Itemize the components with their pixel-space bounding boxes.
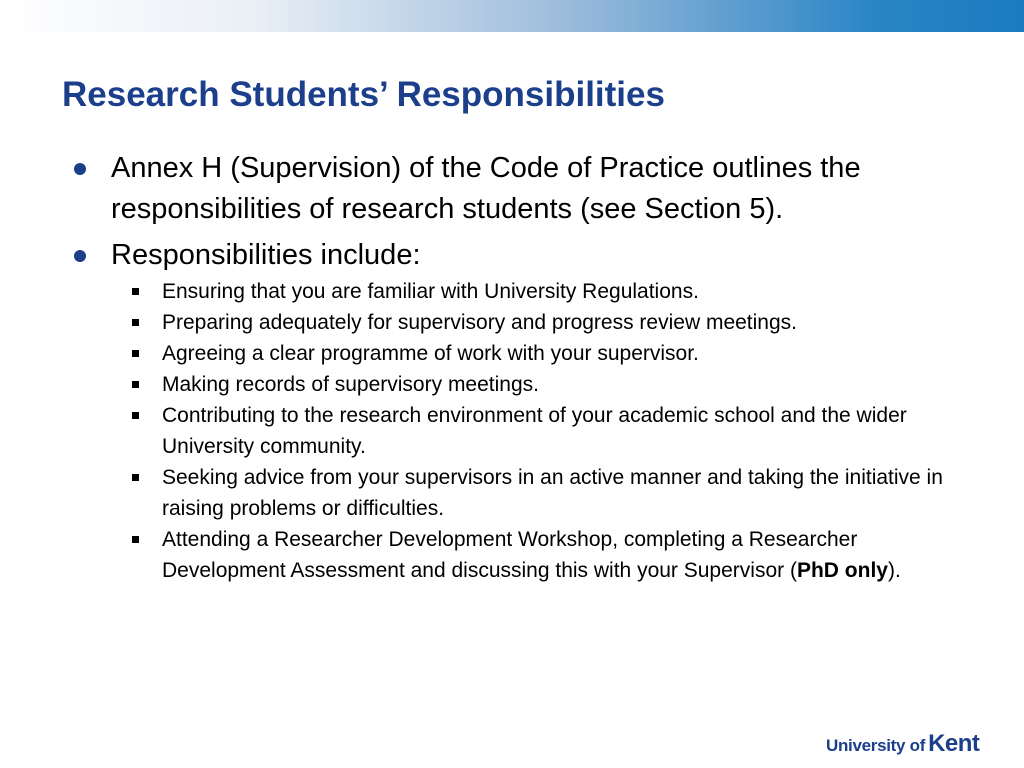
logo-name: Kent: [928, 730, 980, 757]
slide-title: Research Students’ Responsibilities: [62, 75, 665, 114]
bullet-item: [70, 148, 950, 230]
sub-bullet-text: Agreeing a clear programme of work with your supervisor.: [162, 342, 699, 365]
sub-bullet-list: [111, 276, 950, 586]
square-bullet-icon: [132, 474, 139, 481]
bullet-item: [70, 235, 950, 586]
square-bullet-icon: [132, 536, 139, 543]
square-bullet-icon: [132, 350, 139, 357]
square-bullet-icon: [132, 319, 139, 326]
university-of-kent-logo: [826, 730, 979, 758]
sub-bullet-text: [162, 528, 901, 582]
bullet-dot-icon: [74, 163, 86, 175]
bullet-dot-icon: [74, 250, 86, 262]
bullet-text: Responsibilities include:: [111, 239, 421, 271]
phd-only-emphasis: PhD only: [796, 559, 888, 582]
sub-bullet-text: Seeking advice from your supervisors in an active manner and taking the initiative in raising problems or difficulties.: [162, 466, 943, 520]
bullet-text: Annex H (Supervision) of the Code of Practice outlines the responsibilities of research students (see Section 5).: [111, 152, 861, 225]
square-bullet-icon: [132, 412, 139, 419]
sub-bullet-text: Preparing adequately for supervisory and progress review meetings.: [162, 311, 797, 334]
sub-bullet-text: Making records of supervisory meetings.: [162, 373, 539, 396]
square-bullet-icon: [132, 288, 139, 295]
sub-bullet-item: [70, 462, 950, 524]
sub-bullet-text: Contributing to the research environment of your academic school and the wider University community.: [162, 404, 907, 458]
sub-bullet-text-part: Attending a Researcher Development Workshop, completing a Researcher Development Assessment and discussing this with your Supervisor (: [162, 528, 858, 582]
logo-prefix: University of: [826, 736, 926, 755]
sub-bullet-item: [70, 338, 950, 369]
top-gradient-bar: [0, 0, 1024, 32]
sub-bullet-text-part: ).: [887, 559, 901, 582]
sub-bullet-item: [70, 276, 950, 307]
sub-bullet-item: [70, 369, 950, 400]
sub-bullet-text: Ensuring that you are familiar with University Regulations.: [162, 280, 699, 303]
sub-bullet-item: [70, 524, 950, 586]
sub-bullet-item: [70, 307, 950, 338]
square-bullet-icon: [132, 381, 139, 388]
sub-bullet-item: [70, 400, 950, 462]
slide-content: [70, 148, 950, 586]
